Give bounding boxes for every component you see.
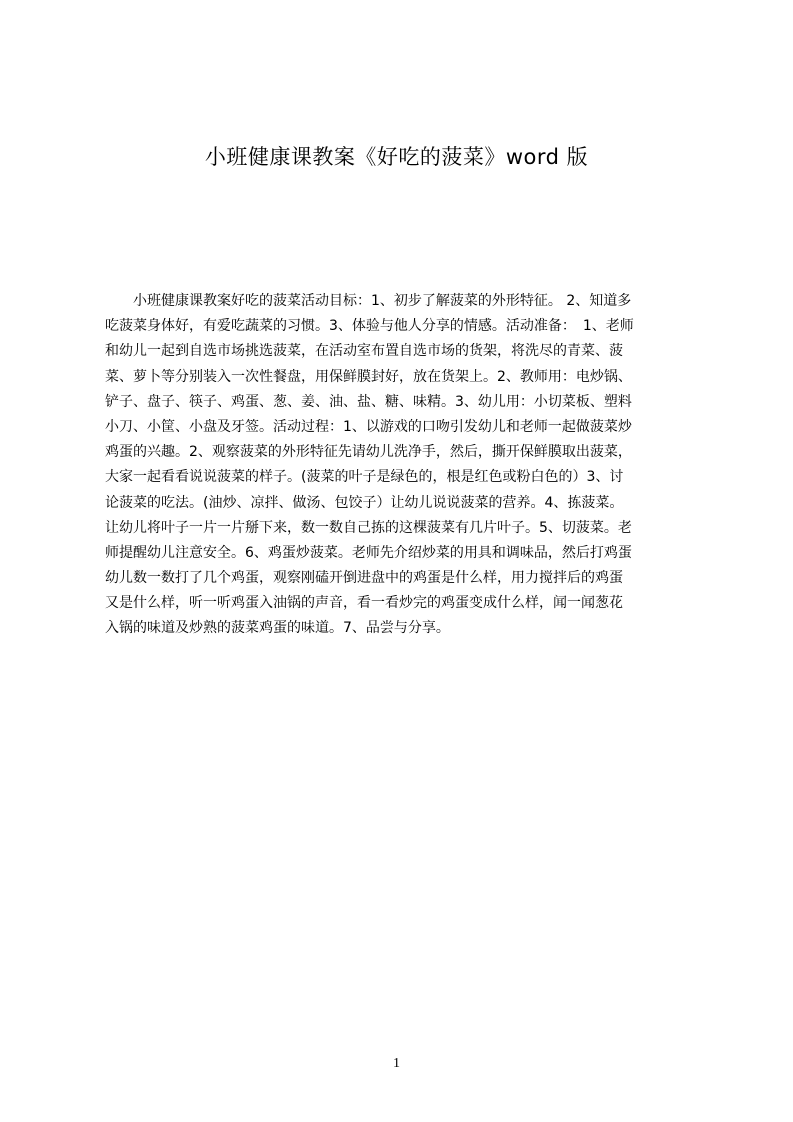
- body-line: 师提醒幼儿注意安全。6、鸡蛋炒菠菜。老师先介绍炒菜的用具和调味品，然后打鸡蛋: [105, 544, 632, 561]
- body-line: 让幼儿将叶子一片一片掰下来，数一数自己拣的这棵菠菜有几片叶子。5、切菠菜。老: [105, 519, 632, 536]
- page-number: 1: [393, 1056, 400, 1071]
- body-line: 和幼儿一起到自选市场挑选菠菜，在活动室布置自选市场的货架，将洗尽的青菜、菠: [105, 343, 623, 360]
- body-line: 大家一起看看说说菠菜的样子。(菠菜的叶子是绿色的，根是红色或粉白色的）3、讨: [105, 469, 624, 486]
- body-line: 又是什么样，听一听鸡蛋入油锅的声音，看一看炒完的鸡蛋变成什么样，闻一闻葱花: [105, 595, 623, 612]
- body-line: 小刀、小筐、小盘及牙签。活动过程：1、以游戏的口吻引发幼儿和老师一起做菠菜炒: [105, 418, 632, 435]
- body-line: 幼儿数一数打了几个鸡蛋，观察刚磕开倒进盘中的鸡蛋是什么样，用力搅拌后的鸡蛋: [105, 570, 623, 587]
- document-title: 小班健康课教案《好吃的菠菜》word 版: [204, 145, 589, 169]
- body-line: 铲子、盘子、筷子、鸡蛋、葱、姜、油、盐、糖、味精。3、幼儿用：小切菜板、塑料: [105, 393, 632, 410]
- document-body: [105, 289, 698, 667]
- body-line: 吃菠菜身体好，有爱吃蔬菜的习惯。3、体验与他人分享的情感。活动准备： 1、老师: [105, 318, 634, 335]
- body-line: 入锅的味道及炒熟的菠菜鸡蛋的味道。7、品尝与分享。: [105, 620, 450, 637]
- body-line: 菜、萝卜等分别装入一次性餐盘，用保鲜膜封好，放在货架上。2、教师用：电炒锅、: [105, 368, 632, 385]
- body-line: 鸡蛋的兴趣。2、观察菠菜的外形特征先请幼儿洗净手，然后，撕开保鲜膜取出菠菜，: [105, 444, 632, 461]
- body-line: 小班健康课教案好吃的菠菜活动目标：1、初步了解菠菜的外形特征。 2、知道多: [105, 293, 632, 309]
- body-line: 论菠菜的吃法。(油炒、凉拌、做汤、包饺子）让幼儿说说菠菜的营养。4、拣菠菜。: [105, 494, 624, 511]
